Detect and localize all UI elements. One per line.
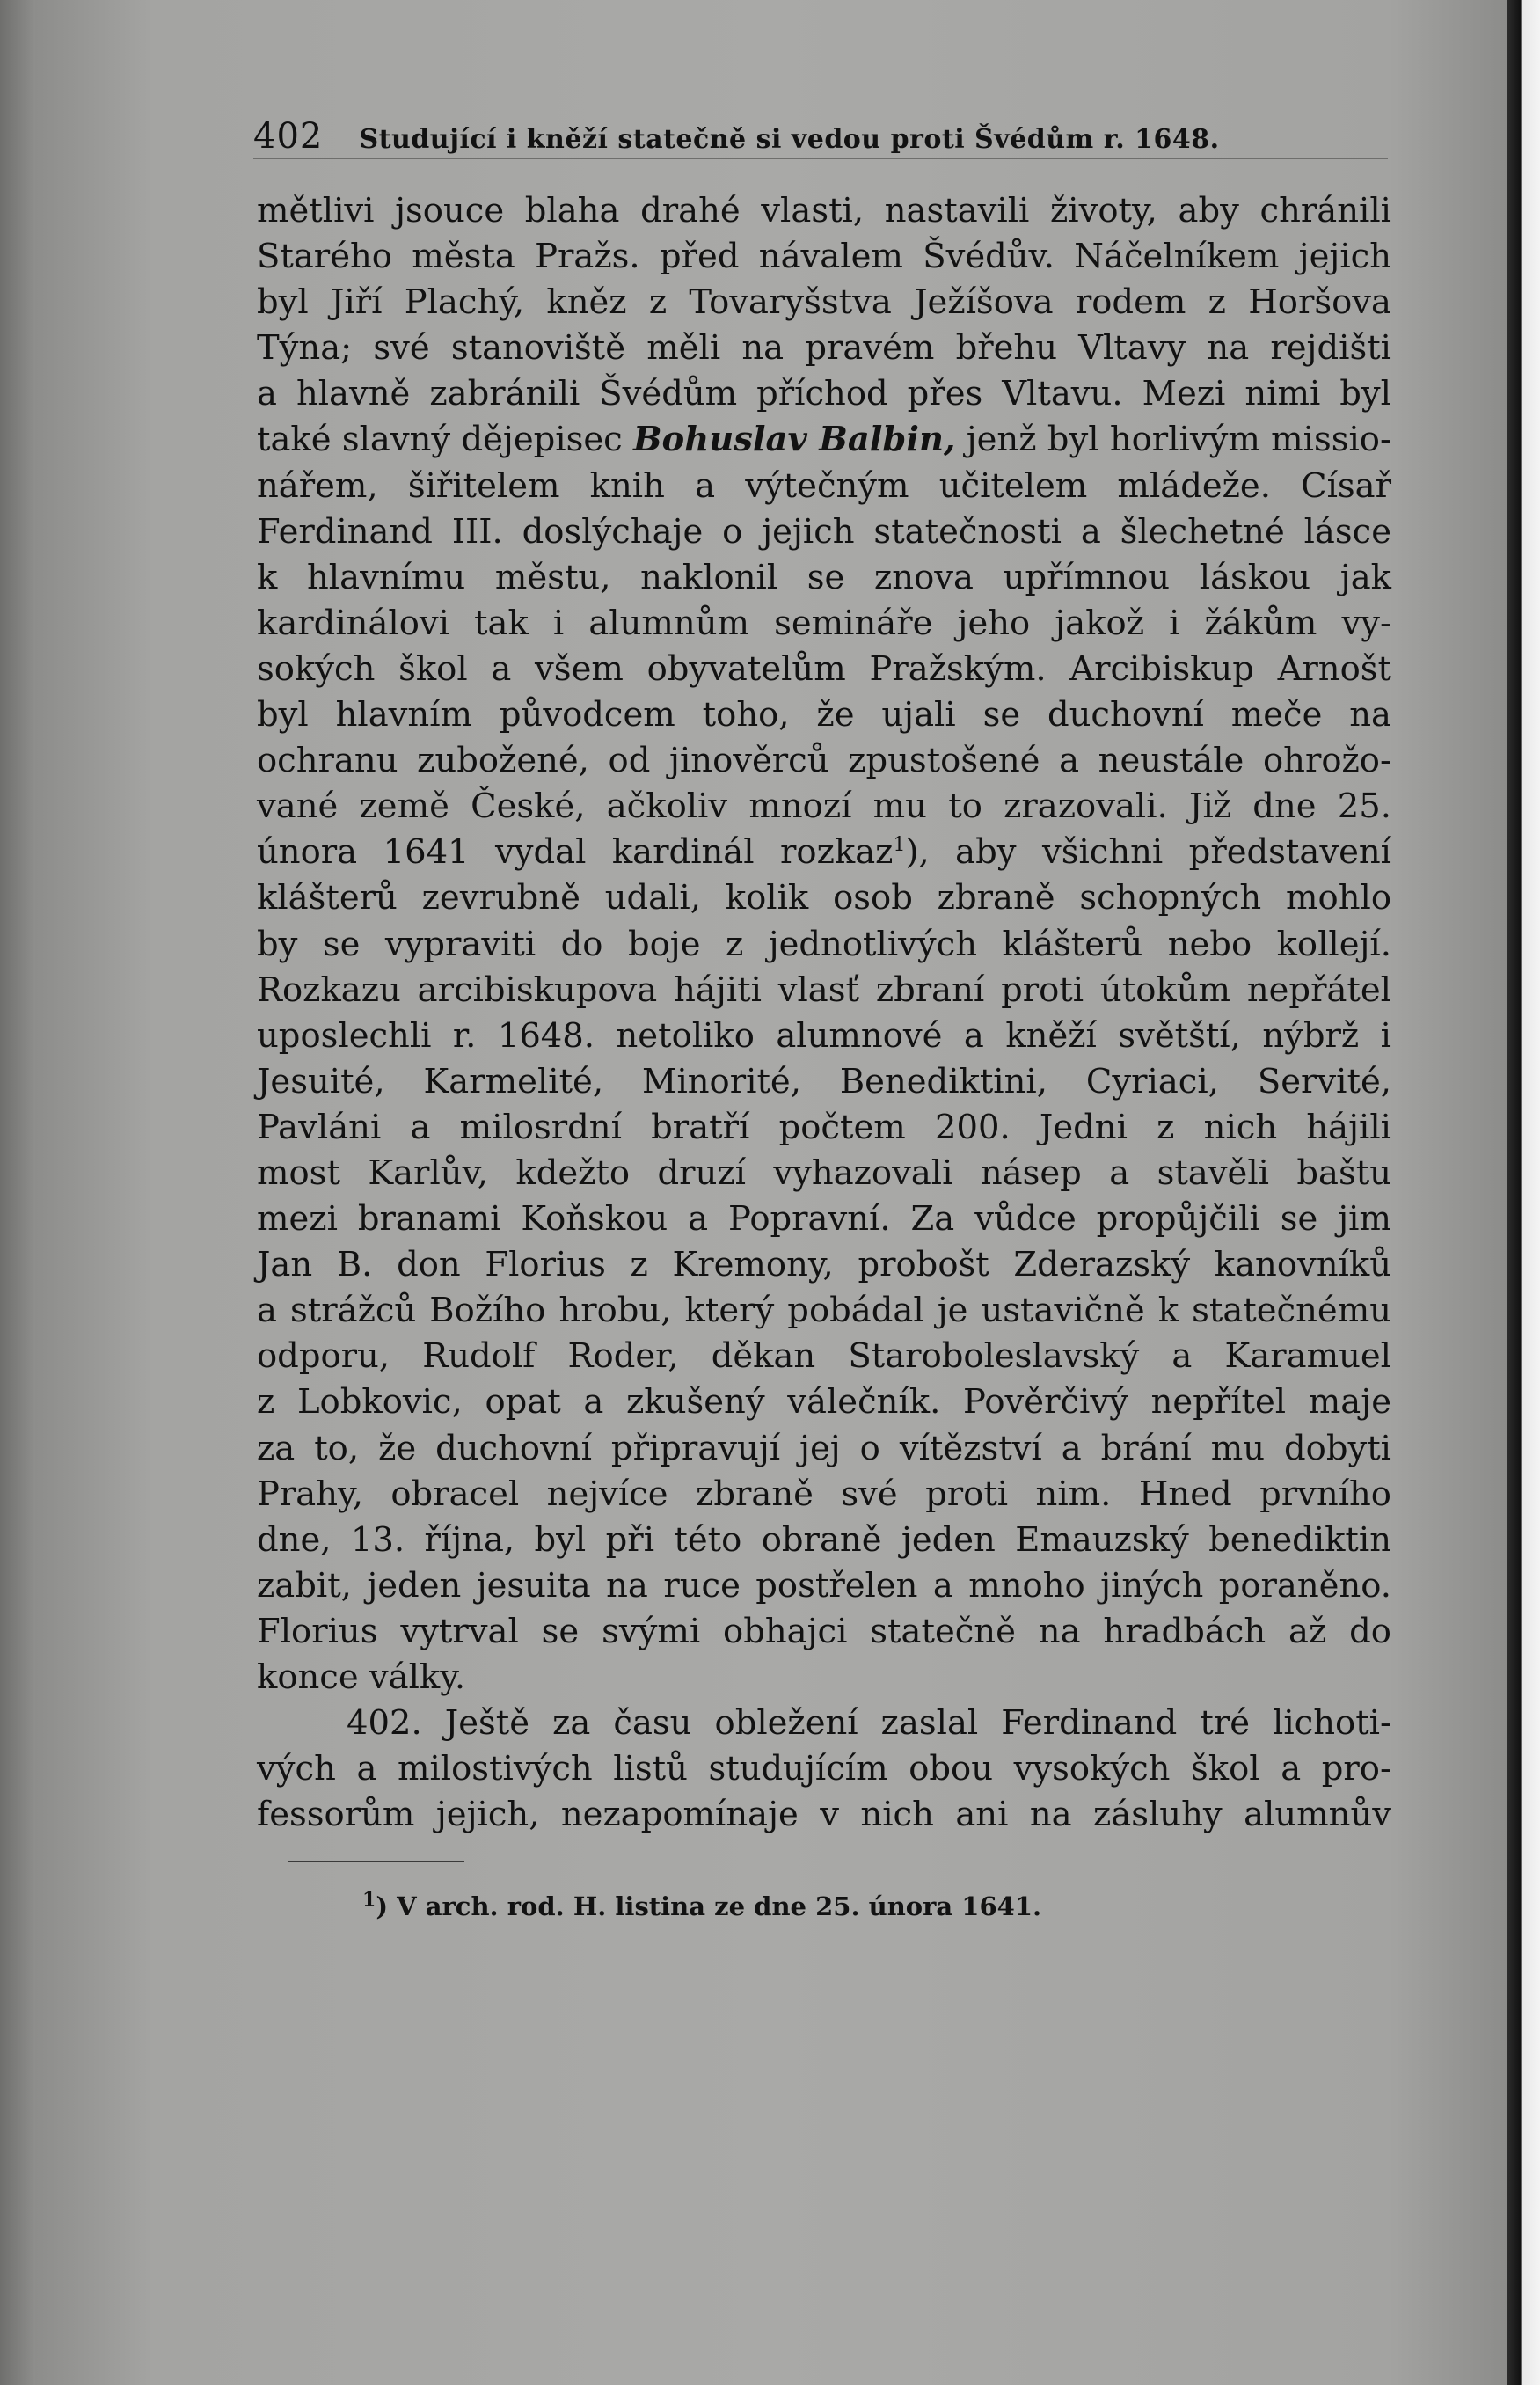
text-line: dne, 13. října, byl při této obraně jeden Emauzský benediktin [257,1519,1391,1560]
page-body [257,188,1391,1838]
text-line: Týna; své stanoviště měli na pravém břehu Vltavy na rejdišti [257,328,1391,369]
page-number: 402 [253,116,324,157]
text-line: mětlivi jsouce blaha drahé vlasti, nastavili životy, aby chránili [257,191,1391,230]
text-line: Florius vytrval se svými obhajci statečně na hradbách až do [257,1611,1391,1651]
text-line: klášterů zevrubně udali, kolik osob zbraně schopných mohlo [257,878,1391,918]
text-line: z Lobkovic, opat a zkušený válečník. Pověrčivý nepřítel maje [257,1382,1391,1423]
text-line: byl hlavním původcem toho, že ujali se duchovní meče na [257,695,1391,735]
footnote-separator [288,1861,464,1862]
text-line: fessorům jejich, nezapomínaje v nich ani na zásluhy alumnův [257,1795,1391,1835]
text-line: by se vypraviti do boje z jednotlivých klášterů nebo kollejí. [257,924,1391,964]
paragraph-last-line: konce války. [257,1657,466,1697]
footnote-marker: 1 [362,1888,376,1912]
footnote [362,1888,1042,1921]
header-rule [253,158,1388,159]
text-line: za to, že duchovní připravují jej o vítězství a brání mu dobyti [257,1428,1391,1468]
running-head: Studující i kněží statečně si vedou proti Švédům r. 1648. [359,124,1220,155]
text-line: mezi branami Koňskou a Popravní. Za vůdce propůjčili se jim [257,1199,1391,1240]
text-line: Starého města Pražs. před návalem Švédův. Náčelníkem jejich [257,237,1391,277]
text-fragment: jenž byl horlivým missio- [966,420,1391,460]
text-line: vané země České, ačkoliv mnozí mu to zrazovali. Již dne 25. [257,786,1391,827]
text-line: Jesuité, Karmelité, Minorité, Benediktini, Cyriaci, Servité, [257,1061,1391,1101]
text-line: byl Jiří Plachý, kněz z Tovaryšstva Ježíšova rodem z Horšova [257,282,1391,323]
text-line: a hlavně zabránili Švédům příchod přes Vltavu. Mezi nimi byl [257,374,1391,414]
scan-right-edge [1507,0,1540,2385]
text-line: zabit, jeden jesuita na ruce postřelen a mnoho jiných poraněno. [257,1565,1391,1606]
text-line: k hlavnímu městu, naklonil se znova upřímnou láskou jak [257,557,1391,597]
text-line: nářem, šiřitelem knih a výtečným učitelem mládeže. Císař [257,465,1391,506]
page-header [253,116,1402,158]
paragraph-first-line: 402. Ještě za času obležení zaslal Ferdinand tré lichoti- [347,1703,1391,1744]
text-line: vých a milostivých listů studujícím obou vysokých škol a pro- [257,1749,1391,1789]
text-line-with-footnote-ref [257,830,1391,875]
text-line: Prahy, obracel nejvíce zbraně své proti nim. Hned prvního [257,1474,1391,1514]
text-fragment: ), aby všichni představení [905,832,1391,873]
text-line-with-name [257,417,1391,463]
text-line: most Karlův, kdežto druzí vyhazovali násep a stavěli baštu [257,1152,1391,1193]
text-line: kardinálovi tak i alumnům semináře jeho jakož i žákům vy- [257,603,1391,643]
text-line: ochranu zubožené, od jinověrců zpustošené a neustále ohrožo- [257,741,1391,781]
scan-left-margin [0,0,35,2385]
text-fragment: také slavný dějepisec [257,420,623,460]
italic-name: Bohuslav Balbin, [633,420,956,460]
text-line: Jan B. don Florius z Kremony, probošt Zderazský kanovníků [257,1245,1391,1285]
text-line: a strážců Božího hrobu, který pobádal je ustavičně k statečnému [257,1291,1391,1331]
text-line: Rozkazu arcibiskupova hájiti vlasť zbraní proti útokům nepřátel [257,969,1391,1010]
text-line: Ferdinand III. doslýchaje o jejich statečnosti a šlechetné lásce [257,511,1391,552]
text-line: uposlechli r. 1648. netoliko alumnové a kněží světští, nýbrž i [257,1015,1391,1056]
footnote-text: ) V arch. rod. H. listina ze dne 25. února 1641. [376,1891,1042,1921]
text-line: Pavláni a milosrdní bratří počtem 200. Jedni z nich hájili [257,1107,1391,1147]
text-line: sokých škol a všem obyvatelům Pražským. Arcibiskup Arnošt [257,648,1391,689]
text-fragment: února 1641 vydal kardinál rozkaz [257,832,894,873]
footnote-reference[interactable]: 1 [893,834,906,857]
book-page [35,0,1507,2385]
text-line: odporu, Rudolf Roder, děkan Staroboleslavský a Karamuel [257,1336,1391,1377]
